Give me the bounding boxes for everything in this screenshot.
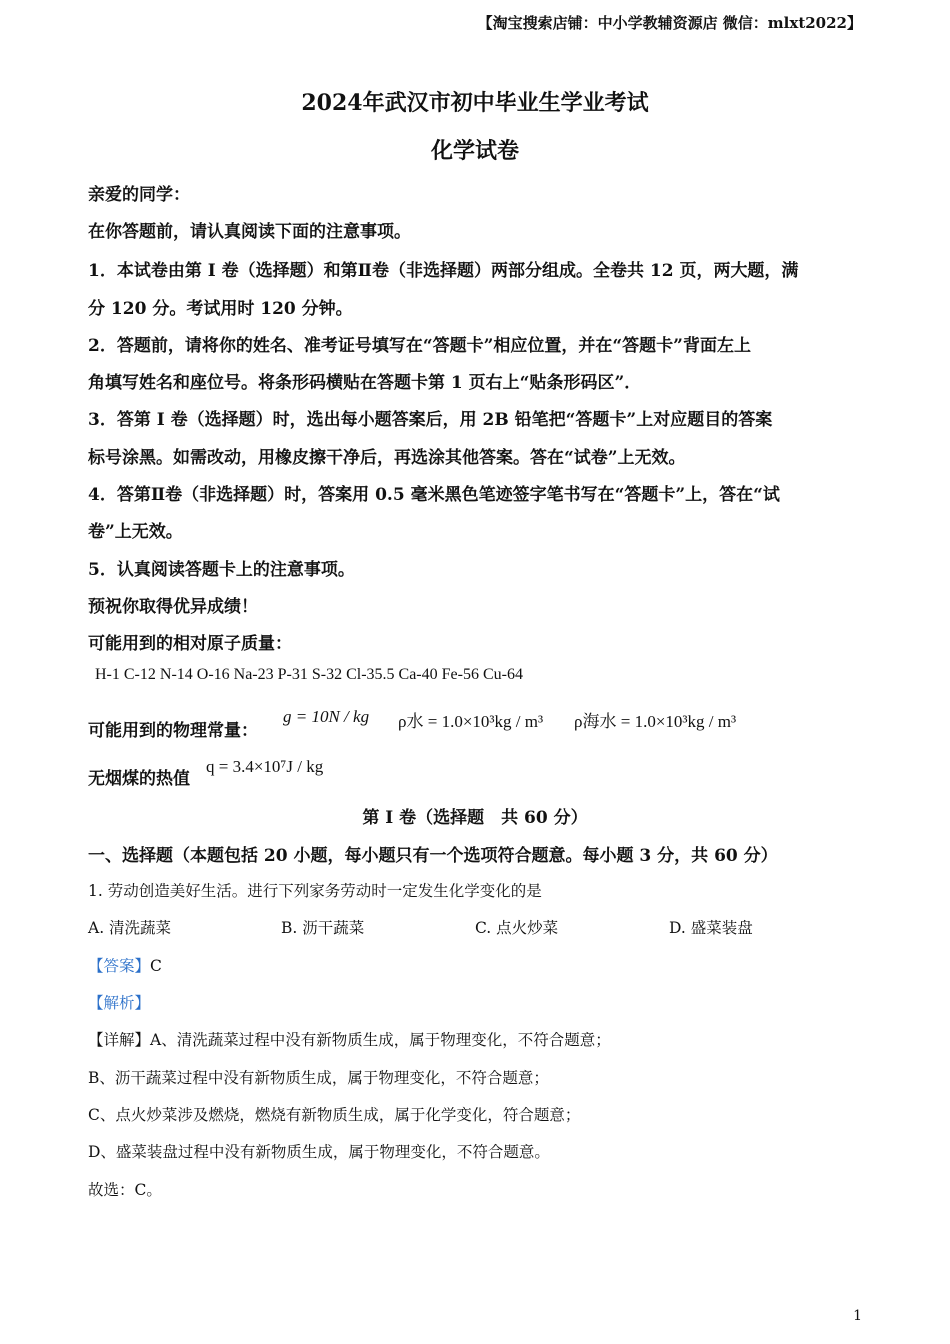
notice-item-5: 5．认真阅读答题卡上的注意事项。 xyxy=(88,560,355,580)
atomic-mass-label: 可能用到的相对原子质量： xyxy=(88,634,292,654)
notice-item-1-line-1: 1．本试卷由第 I 卷（选择题）和第Ⅱ卷（非选择题）两部分组成。全卷共 12 页，两大题，满 xyxy=(88,261,799,281)
gravity-constant: g = 10N / kg xyxy=(283,707,370,726)
exam-subtitle: 化学试卷 xyxy=(430,138,519,164)
notice-item-2-line-1: 2．答题前，请将你的姓名、准考证号填写在“答题卡”相应位置，并在“答题卡”背面左上 xyxy=(88,336,751,356)
notice-item-4-line-2: 卷”上无效。 xyxy=(88,522,183,542)
notice-item-3-line-1: 3．答第 I 卷（选择题）时，选出每小题答案后，用 2B 铅笔把“答题卡”上对应题目的答案 xyxy=(88,410,773,430)
notice-item-4-line-1: 4．答第Ⅱ卷（非选择题）时，答案用 0.5 毫米黑色笔迹签字笔书写在“答题卡”上，答在“试 xyxy=(88,485,780,505)
notice-item-3-line-2: 标号涂黑。如需改动，用橡皮擦干净后，再选涂其他答案。答在“试卷”上无效。 xyxy=(88,448,686,468)
answer-value: C xyxy=(150,957,162,975)
answer-tag: 【答案】 xyxy=(88,957,151,975)
option-d: D. 盛菜装盘 xyxy=(669,919,753,937)
seawater-density: ρ海水 = 1.0×10³kg / m³ xyxy=(574,712,737,731)
part-one-title: 第 I 卷（选择题 共 60 分） xyxy=(362,808,588,828)
coal-heat-label: 无烟煤的热值 xyxy=(88,769,190,789)
water-density: ρ水 = 1.0×10³kg / m³ xyxy=(398,712,544,731)
option-a: A. 清洗蔬菜 xyxy=(88,919,172,937)
coal-heat-value: q = 3.4×10⁷J / kg xyxy=(206,757,324,776)
conclusion: 故选：C。 xyxy=(88,1181,162,1199)
option-b: B. 沥干蔬菜 xyxy=(281,919,365,937)
exam-title: 2024年武汉市初中毕业生学业考试 xyxy=(301,90,649,116)
option-c: C. 点火炒菜 xyxy=(475,919,559,937)
answer-line xyxy=(88,954,162,976)
detail-line-3: C、点火炒菜涉及燃烧，燃烧有新物质生成，属于化学变化，符合题意； xyxy=(88,1106,581,1124)
good-luck-wish: 预祝你取得优异成绩！ xyxy=(88,597,258,617)
detail-line-2: B、沥干蔬菜过程中没有新物质生成，属于物理变化，不符合题意； xyxy=(88,1069,549,1087)
physics-constants-label: 可能用到的物理常量： xyxy=(88,721,258,741)
greeting: 亲爱的同学： xyxy=(88,185,190,205)
question-1-stem: 1. 劳动创造美好生活。进行下列家务劳动时一定发生化学变化的是 xyxy=(88,882,542,900)
page-number: 1 xyxy=(853,1308,862,1324)
detail-line-4: D、盛菜装盘过程中没有新物质生成，属于物理变化，不符合题意。 xyxy=(88,1143,550,1161)
analysis-tag: 【解析】 xyxy=(88,994,151,1012)
section-heading: 一、选择题（本题包括 20 小题，每小题只有一个选项符合题意。每小题 3 分，共 60 分） xyxy=(88,846,778,866)
detail-line-1: 【详解】A、清洗蔬菜过程中没有新物质生成，属于物理变化，不符合题意； xyxy=(88,1031,611,1049)
notice-item-1-line-2: 分 120 分。考试用时 120 分钟。 xyxy=(88,299,353,319)
atomic-mass-list: H-1 C-12 N-14 O-16 Na-23 P-31 S-32 Cl-35.5 Ca-40 Fe-56 Cu-64 xyxy=(95,666,523,683)
shop-note: 【淘宝搜索店铺：中小学教辅资源店 微信：mlxt2022】 xyxy=(477,14,862,32)
notice-intro: 在你答题前，请认真阅读下面的注意事项。 xyxy=(88,222,411,242)
notice-item-2-line-2: 角填写姓名和座位号。将条形码横贴在答题卡第 1 页右上“贴条形码区”． xyxy=(88,373,642,393)
